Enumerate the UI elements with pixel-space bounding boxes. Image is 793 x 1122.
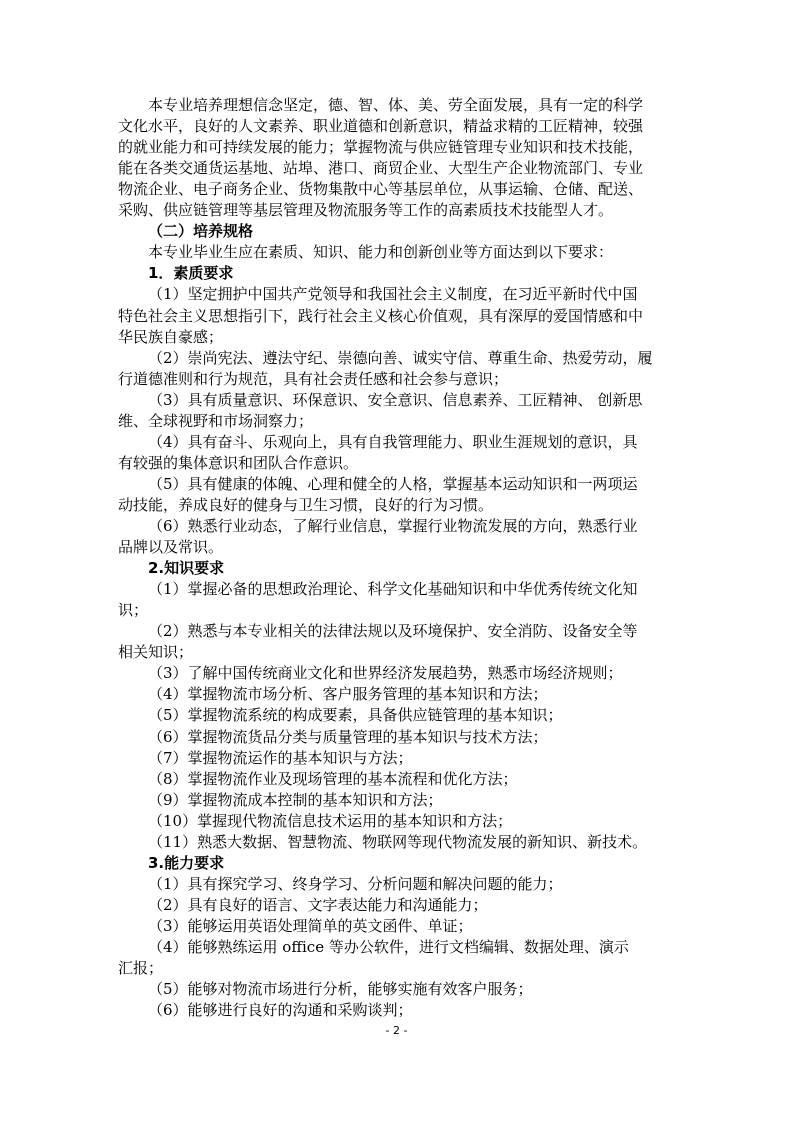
list-item: （3）能够运用英语处理简单的英文函件、单证；	[148, 916, 473, 935]
list-item: （5）具有健康的体魄、心理和健全的人格，掌握基本运动知识和一两项运	[148, 474, 638, 493]
paragraph-line: 文化水平，良好的人文素养、职业道德和创新意识，精益求精的工匠精神，较强	[118, 117, 644, 136]
list-item: （11）熟悉大数据、智慧物流、物联网等现代物流发展的新知识、新技术。	[148, 832, 648, 851]
subsection-heading: 1．素质要求	[148, 264, 234, 283]
list-item: （4）掌握物流市场分析、客户服务管理的基本知识和方法；	[148, 685, 548, 704]
paragraph-line: 物流企业、电子商务企业、货物集散中心等基层单位，从事运输、仓储、配送、	[118, 180, 644, 199]
subsection-heading: 3.能力要求	[148, 853, 225, 872]
list-item-line: 识；	[118, 601, 149, 620]
paragraph-line: 本专业培养理想信念坚定，德、智、体、美、劳全面发展，具有一定的科学	[148, 96, 644, 114]
list-item-line: 动技能，养成良好的健身与卫生习惯，良好的行为习惯。	[118, 495, 494, 514]
list-item: （1）掌握必备的思想政治理论、科学文化基础知识和中华优秀传统文化知	[148, 580, 638, 599]
list-item: （10）掌握现代物流信息技术运用的基本知识和方法；	[148, 811, 513, 830]
list-item: （3）了解中国传统商业文化和世界经济发展趋势，熟悉市场经济规则；	[148, 664, 623, 683]
list-item: （6）熟悉行业动态，了解行业信息，掌握行业物流发展的方向，熟悉行业	[148, 517, 638, 535]
list-item-line: 特色社会主义思想指引下，践行社会主义核心价值观，具有深厚的爱国情感和中	[118, 306, 644, 325]
list-item: （2）熟悉与本专业相关的法律法规以及环境保护、安全消防、设备安全等	[148, 622, 638, 641]
list-item: （2）崇尚宪法、遵法守纪、崇德向善、诚实守信、尊重生命、热爱劳动，履	[148, 348, 653, 367]
page-number: - 2 -	[385, 1024, 408, 1037]
list-item: （5）能够对物流市场进行分析，能够实施有效客户服务；	[148, 980, 533, 999]
list-item-line: 华民族自豪感；	[118, 327, 224, 346]
list-item: （8）掌握物流作业及现场管理的基本流程和优化方法；	[148, 769, 518, 788]
list-item: （7）掌握物流运作的基本知识与方法；	[148, 748, 413, 767]
list-item: （5）掌握物流系统的构成要素，具备供应链管理的基本知识；	[148, 706, 563, 725]
list-item-line: 维、全球视野和市场洞察力；	[118, 411, 314, 430]
list-item: （1）坚定拥护中国共产党领导和我国社会主义制度，在习近平新时代中国	[148, 285, 638, 304]
list-item: （2）具有良好的语言、文字表达能力和沟通能力；	[148, 895, 488, 914]
list-item-line: 相关知识；	[118, 643, 194, 662]
list-item-line: 行道德准则和行为规范，具有社会责任感和社会参与意识；	[118, 369, 509, 388]
paragraph-line: 本专业毕业生应在素质、知识、能力和创新创业等方面达到以下要求：	[148, 243, 614, 262]
list-item: （6）能够进行良好的沟通和采购谈判；	[148, 1001, 413, 1020]
list-item-line: 品牌以及常识。	[118, 538, 224, 557]
list-item: （9）掌握物流成本控制的基本知识和方法；	[148, 790, 443, 809]
paragraph-line: 采购、供应链管理等基层管理及物流服务等工作的高素质技术技能型人才。	[118, 201, 614, 220]
list-item: （3）具有质量意识、环保意识、安全意识、信息素养、工匠精神、 创新思	[148, 390, 643, 409]
list-item: （4）具有奋斗、乐观向上，具有自我管理能力、职业生涯规划的意识，具	[148, 432, 638, 451]
list-item: （1）具有探究学习、终身学习、分析问题和解决问题的能力；	[148, 874, 563, 893]
list-item: （6）掌握物流货品分类与质量管理的基本知识与技术方法；	[148, 727, 548, 746]
paragraph-line: 能在各类交通货运基地、站埠、港口、商贸企业、大型生产企业物流部门、专业	[118, 159, 644, 178]
subsection-heading: 2.知识要求	[148, 559, 225, 578]
section-heading: （二）培养规格	[148, 222, 254, 241]
list-item-line: 汇报；	[118, 959, 164, 978]
list-item-line: 有较强的集体意识和团队合作意识。	[118, 453, 359, 472]
list-item: （4）能够熟练运用 office 等办公软件，进行文档编辑、数据处理、演示	[148, 938, 629, 956]
paragraph-line: 的就业能力和可持续发展的能力；掌握物流与供应链管理专业知识和技术技能，	[118, 138, 644, 157]
